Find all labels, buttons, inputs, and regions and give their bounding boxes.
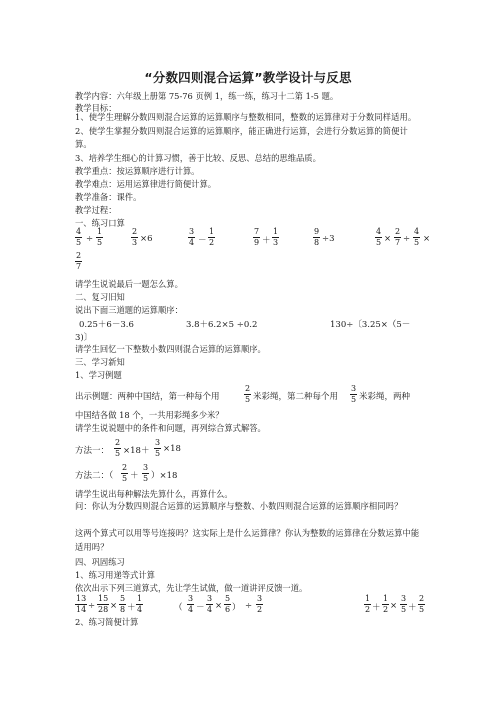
fraction: $\frac{1}{3}$ [273,227,279,247]
review-expression-3: 130÷〔3.25×（5－ [330,320,411,330]
operator: ÷ [403,234,411,244]
fraction: $\frac{2}{7}$ [76,251,82,271]
operator: － [196,603,205,613]
fraction: $\frac{1}{2}$ [209,227,215,247]
section-2-heading: 二、复习旧知 [75,292,125,302]
operator: ） [232,603,241,613]
fraction: $\frac{3}{2}$ [257,594,263,614]
fraction: $\frac{5}{6}$ [225,594,231,614]
review-prompt: 说出下面三道题的运算顺序： [75,305,183,315]
practice-instructions: 依次出示下列三道算式，先让学生试做，做一道讲评反馈一道。 [75,583,308,593]
subsection-4-2: 2、练习简便计算 [75,617,139,627]
method-2-plus: ＋ [130,471,139,481]
fraction: $\frac{15}{28}$ [98,594,109,614]
example-text-d: 中国结各做 18 个，一共用彩绳多少米？ [75,410,224,420]
operator: ÷3 [322,234,335,244]
method-1-label: 方法一： [75,446,110,456]
fraction: $\frac{4}{5}$ [376,227,382,247]
fraction: $\frac{3}{4}$ [189,227,195,247]
operator: ×6 [140,234,153,244]
fraction: $\frac{3}{5}$ [143,463,149,483]
example-text-b: 米彩绳，第二种每个用 [253,392,339,402]
example-text-c: 米彩绳，两种 [359,392,411,402]
fraction: $\frac{3}{5}$ [401,594,407,614]
section-3-heading: 三、学习新知 [75,357,125,367]
operator: × [215,601,223,611]
method-1-expr-a: ×18＋ [123,446,150,456]
fraction: $\frac{1}{4}$ [137,594,143,614]
preparation: 教学准备：课件。 [75,192,142,202]
operator: × [110,601,118,611]
fraction: $\frac{7}{9}$ [254,227,260,247]
operator: ＋ [262,236,271,246]
fraction: $\frac{2}{3}$ [132,227,138,247]
order-question: 请学生说出每种解法先算什么，再算什么。 [75,489,233,499]
subsection-4-1: 1、练习用递等式计算 [75,570,155,580]
fraction: $\frac{2}{5}$ [419,594,425,614]
fraction: $\frac{1}{2}$ [365,594,371,614]
operator: × [390,601,398,611]
fraction: $\frac{3}{4}$ [188,594,194,614]
goal-1-2: 1、使学生理解分数四则混合运算的运算顺序与整数相同，整数的运算律对于分数同样适用。2、使学生掌握分数四则混合运算的运算顺序，能正确进行运算，会进行分数运算的简便计算。 [75,112,417,150]
operator: － [198,236,207,246]
method-1-expr-b: ×18 [163,444,181,454]
fraction: $\frac{1}{2}$ [383,594,389,614]
operator: ＋ [372,603,381,613]
review-expression-1: 0.25＋6－3.6 [79,320,134,330]
fraction: $\frac{4}{5}$ [414,227,420,247]
operator: ＋ [408,603,417,613]
page-title: “分数四则混合运算”教学设计与反思 [144,70,352,85]
example-question: 请学生说说题中的条件和问题，再列综合算式解答。 [75,423,266,433]
fraction: $\frac{3}{5}$ [351,384,357,404]
process-heading: 教学过程： [75,205,117,215]
method-2-expr-b: ）×18 [151,471,178,481]
operator: ÷ [86,234,94,244]
fraction: $\frac{5}{8}$ [120,594,126,614]
subsection-3-1: 1、学习例题 [75,370,122,380]
operator: × [423,234,431,244]
operator: ÷ [88,601,96,611]
operator: × [384,234,392,244]
example-text-a: 出示例题：两种中国结，第一种每个用 [75,392,220,402]
goal-3: 3、培养学生细心的计算习惯，善于比较、反思、总结的思维品质。 [75,153,321,163]
section-1-heading: 一、练习口算 [75,218,125,228]
method-2-label: 方法二：（ [75,471,114,481]
operator: ÷ [245,601,253,611]
key-point: 教学重点：按运算顺序进行计算。 [75,166,200,176]
goals-heading: 教学目标： [75,103,117,113]
difficulty: 教学难点：运用运算律进行简便计算。 [75,179,217,189]
fraction: $\frac{9}{8}$ [314,227,320,247]
review-expression-2: 3.8＋6.2×5 ÷0.2 [186,320,258,330]
fraction: $\frac{2}{5}$ [115,438,121,458]
section-4-heading: 四、巩固练习 [75,557,125,567]
teaching-content: 教学内容：六年级上册第 75-76 页例 1，练一练，练习十二第 1-5 题。 [75,91,339,101]
fraction: $\frac{1}{5}$ [97,227,103,247]
fraction: $\frac{4}{5}$ [76,227,82,247]
review-question: 请学生回忆一下整数小数四则混合运算的运算顺序。 [75,344,266,354]
fraction: $\frac{2}{5}$ [122,463,128,483]
discussion-question-1: 问：你认为分数四则混合运算的运算顺序与整数、小数四则混合运算的运算顺序相同吗？ [75,501,403,511]
fraction: $\frac{13}{14}$ [76,594,87,614]
fraction: $\frac{2}{7}$ [395,227,401,247]
oral-question: 请学生说说最后一题怎么算。 [75,279,183,289]
discussion-question-2: 这两个算式可以用等号连接吗？这实际上是什么运算律？你认为整数的运算律在分数运算中能适用吗？ [75,528,420,552]
fraction: $\frac{2}{5}$ [245,384,251,404]
fraction: $\frac{3}{5}$ [155,438,161,458]
operator: ＋ [127,603,136,613]
fraction: $\frac{3}{4}$ [207,594,213,614]
review-expression-3-cont: 3)〕 [75,333,93,343]
operator: （ [174,603,183,613]
